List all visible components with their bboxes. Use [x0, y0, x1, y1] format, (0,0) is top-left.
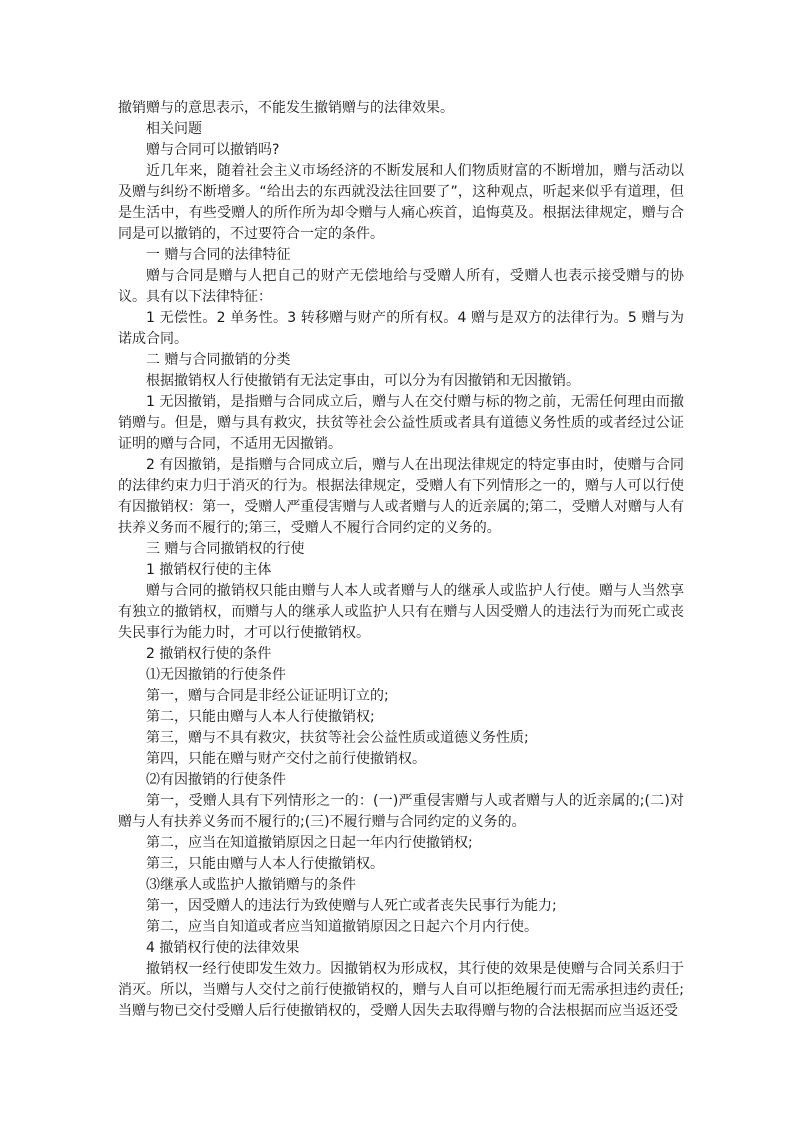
section-heading: 赠与合同可以撤销吗? — [146, 142, 280, 158]
section-heading: 第二，应当自知道或者应当知道撤销原因之日起六个月内行使。 — [146, 919, 538, 935]
body-paragraph: 1 无偿性。2 单务性。3 转移赠与财产的所有权。4 赠与是双方的法律行为。5 赠与为诺成合同。 — [118, 310, 684, 347]
section-heading: 一 赠与合同的法律特征 — [146, 247, 291, 263]
body-paragraph: 2 有因撤销，是指赠与合同成立后，赠与人在出现法律规定的特定事由时，使赠与合同的法律约束力归于消灭的行为。根据法律规定，受赠人有下列情形之一的，赠与人可以行使有因撤销权：第一，受赠人严重侵害赠与人或者赠与人的近亲属的;第二，受赠人对赠与人有扶养义务而不履行的;第三，受赠人不履行合同约定的义务的。 — [118, 457, 684, 536]
document-page — [118, 98, 684, 1022]
section-heading: 二 赠与合同撤销的分类 — [146, 352, 291, 368]
section-heading: 第四，只能在赠与财产交付之前行使撤销权。 — [146, 751, 426, 767]
section-heading: 1 撤销权行使的主体 — [146, 562, 272, 578]
section-heading: 第一，因受赠人的违法行为致使赠与人死亡或者丧失民事行为能力; — [146, 898, 557, 914]
body-paragraph: 赠与合同的撤销权只能由赠与人本人或者赠与人的继承人或监护人行使。赠与人当然享有独立的撤销权，而赠与人的继承人或监护人只有在赠与人因受赠人的违法行为而死亡或丧失民事行为能力时，才可以行使撤销权。 — [118, 583, 684, 641]
section-heading: 2 撤销权行使的条件 — [146, 646, 272, 662]
body-paragraph: 撤销权一经行使即发生效力。因撤销权为形成权，其行使的效果是使赠与合同关系归于消灭。所以，当赠与人交付之前行使撤销权的，赠与人自可以拒绝履行而无需承担违约责任;当赠与物已交付受赠人后行使撤销权的，受赠人因失去取得赠与物的合法根据而应当返还受 — [118, 961, 684, 1019]
body-paragraph: 赠与合同是赠与人把自己的财产无偿地给与受赠人所有，受赠人也表示接受赠与的协议。具有以下法律特征： — [118, 268, 684, 305]
section-heading: 4 撤销权行使的法律效果 — [146, 940, 300, 956]
section-heading: ⑶继承人或监护人撤销赠与的条件 — [146, 877, 356, 893]
body-paragraph: 撤销赠与的意思表示，不能发生撤销赠与的法律效果。 — [118, 100, 454, 116]
section-heading: 第二，应当在知道撤销原因之日起一年内行使撤销权; — [146, 835, 473, 851]
body-paragraph: 第一，受赠人具有下列情形之一的：(一)严重侵害赠与人或者赠与人的近亲属的;(二)对赠与人有扶养义务而不履行的;(三)不履行赠与合同约定的义务的。 — [118, 793, 684, 830]
section-heading: 第三，赠与不具有救灾，扶贫等社会公益性质或道德义务性质; — [146, 730, 529, 746]
section-heading: 第一，赠与合同是非经公证证明订立的; — [146, 688, 389, 704]
section-heading: ⑵有因撤销的行使条件 — [146, 772, 286, 788]
section-heading: 第二，只能由赠与人本人行使撤销权; — [146, 709, 375, 725]
section-heading: 第三，只能由赠与人本人行使撤销权。 — [146, 856, 384, 872]
section-heading: 三 赠与合同撤销权的行使 — [146, 541, 305, 557]
body-paragraph: 1 无因撤销，是指赠与合同成立后，赠与人在交付赠与标的物之前，无需任何理由而撤销赠与。但是，赠与具有救灾，扶贫等社会公益性质或者具有道德义务性质的或者经过公证证明的赠与合同，不适用无因撤销。 — [118, 394, 684, 452]
section-heading: 相关问题 — [146, 121, 202, 137]
section-heading: ⑴无因撤销的行使条件 — [146, 667, 286, 683]
body-paragraph: 根据撤销权人行使撤销有无法定事由，可以分为有因撤销和无因撤销。 — [146, 373, 580, 389]
body-paragraph: 近几年来，随着社会主义市场经济的不断发展和人们物质财富的不断增加，赠与活动以及赠与纠纷不断增多。“给出去的东西就没法往回要了”，这种观点，听起来似乎有道理，但是生活中，有些受赠人的所作所为却令赠与人痛心疾首，追悔莫及。根据法律规定，赠与合同是可以撤销的，不过要符合一定的条件。 — [118, 163, 684, 242]
